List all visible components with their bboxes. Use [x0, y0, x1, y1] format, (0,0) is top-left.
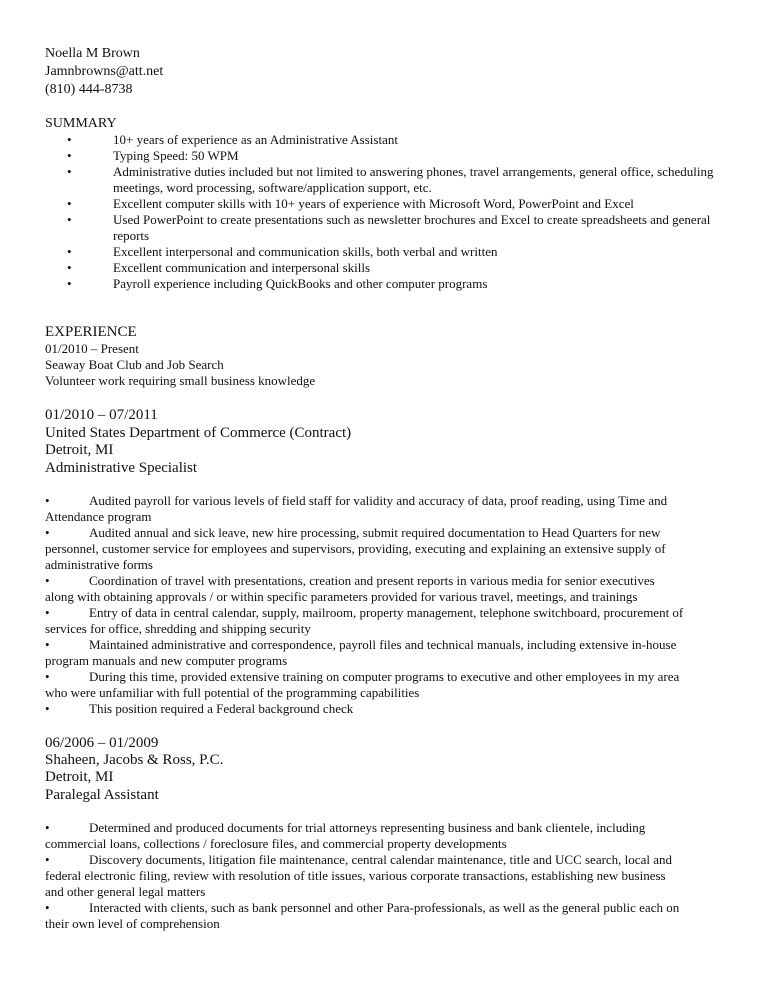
summary-item: • Excellent communication and interpersonal skills: [67, 260, 371, 275]
contact-email: Jamnbrowns@att.net: [45, 64, 164, 79]
summary-item: • Used PowerPoint to create presentations such as newsletter brochures and Excel to create spreadsheets and general reports: [67, 212, 711, 243]
summary-item: • Typing Speed: 50 WPM: [67, 148, 239, 163]
bullet-glyph: •: [45, 493, 50, 508]
contact-phone: (810) 444-8738: [45, 82, 133, 97]
job-dates: 01/2010 – 07/2011: [45, 407, 158, 423]
summary-item: • Administrative duties included but not limited to answering phones, travel arrangements, general office, scheduling meetings, word processing, software/application support, etc.: [67, 164, 714, 195]
job-bullet: • Coordination of travel with presentations, creation and present reports in various media for senior executives along with obtaining approvals / or within specific parameters provided for various travel, meetings, and trainings: [45, 573, 655, 604]
bullet-glyph: •: [67, 148, 72, 163]
contact-name: Noella M Brown: [45, 46, 140, 61]
job-organization: Seaway Boat Club and Job Search: [45, 357, 224, 372]
experience-heading: EXPERIENCE: [45, 324, 137, 340]
job-description: Volunteer work requiring small business knowledge: [45, 373, 316, 388]
job-organization: Shaheen, Jacobs & Ross, P.C.: [45, 752, 224, 768]
summary-list: [0, 132, 768, 292]
job-title: Administrative Specialist: [45, 460, 198, 476]
summary-item: • Excellent interpersonal and communication skills, both verbal and written: [67, 244, 498, 259]
bullet-glyph: •: [45, 669, 50, 684]
job-organization: United States Department of Commerce (Contract): [45, 425, 352, 441]
summary-heading: SUMMARY: [45, 116, 117, 131]
bullet-glyph: •: [67, 132, 72, 147]
bullet-glyph: •: [45, 637, 50, 652]
job-location: Detroit, MI: [45, 442, 114, 458]
bullet-glyph: •: [45, 701, 50, 716]
bullet-glyph: •: [67, 164, 72, 179]
job-dates: 01/2010 – Present: [45, 341, 139, 356]
job-bullet: • During this time, provided extensive training on computer programs to executive and other employees in my area who were unfamiliar with full potential of the programming capabilities: [45, 669, 680, 700]
bullet-glyph: •: [67, 196, 72, 211]
bullet-glyph: •: [45, 820, 50, 835]
job-bullet: • Determined and produced documents for trial attorneys representing business and bank clientele, including commercial loans, collections / foreclosure files, and commercial property developments: [45, 820, 646, 851]
bullet-glyph: •: [67, 212, 72, 227]
bullet-glyph: •: [45, 900, 50, 915]
bullet-glyph: •: [45, 573, 50, 588]
job-location: Detroit, MI: [45, 769, 114, 785]
bullet-glyph: •: [67, 276, 72, 291]
job-bullet: • Audited payroll for various levels of field staff for validity and accuracy of data, proof reading, using Time and Attendance program: [45, 493, 668, 524]
job-dates: 06/2006 – 01/2009: [45, 735, 159, 751]
job-bullet: • This position required a Federal background check: [45, 701, 354, 716]
summary-item: • 10+ years of experience as an Administrative Assistant: [67, 132, 398, 147]
job-title: Paralegal Assistant: [45, 787, 159, 803]
bullet-glyph: •: [45, 605, 50, 620]
bullet-glyph: •: [45, 525, 50, 540]
job-bullet: • Entry of data in central calendar, supply, mailroom, property management, telephone switchboard, procurement of services for office, shredding and shipping security: [45, 605, 684, 636]
summary-item: • Excellent computer skills with 10+ years of experience with Microsoft Word, PowerPoint and Excel: [67, 196, 634, 211]
job-bullet: • Maintained administrative and correspondence, payroll files and technical manuals, including extensive in-house program manuals and new computer programs: [45, 637, 677, 668]
bullet-glyph: •: [45, 852, 50, 867]
job-bullet: • Discovery documents, litigation file maintenance, central calendar maintenance, title and UCC search, local and federal electronic filing, review with resolution of title issues, various corporate transactions, establishing new business and other general legal matters: [45, 852, 672, 899]
bullet-glyph: •: [67, 260, 72, 275]
bullet-glyph: •: [67, 244, 72, 259]
job-bullet: • Interacted with clients, such as bank personnel and other Para-professionals, as well as the general public each on their own level of comprehension: [45, 900, 680, 931]
summary-item: • Payroll experience including QuickBooks and other computer programs: [67, 276, 488, 291]
job-bullet: • Audited annual and sick leave, new hire processing, submit required documentation to Head Quarters for new personnel, customer service for employees and supervisors, providing, executing and explaining an extensive supply of administrative forms: [45, 525, 666, 572]
